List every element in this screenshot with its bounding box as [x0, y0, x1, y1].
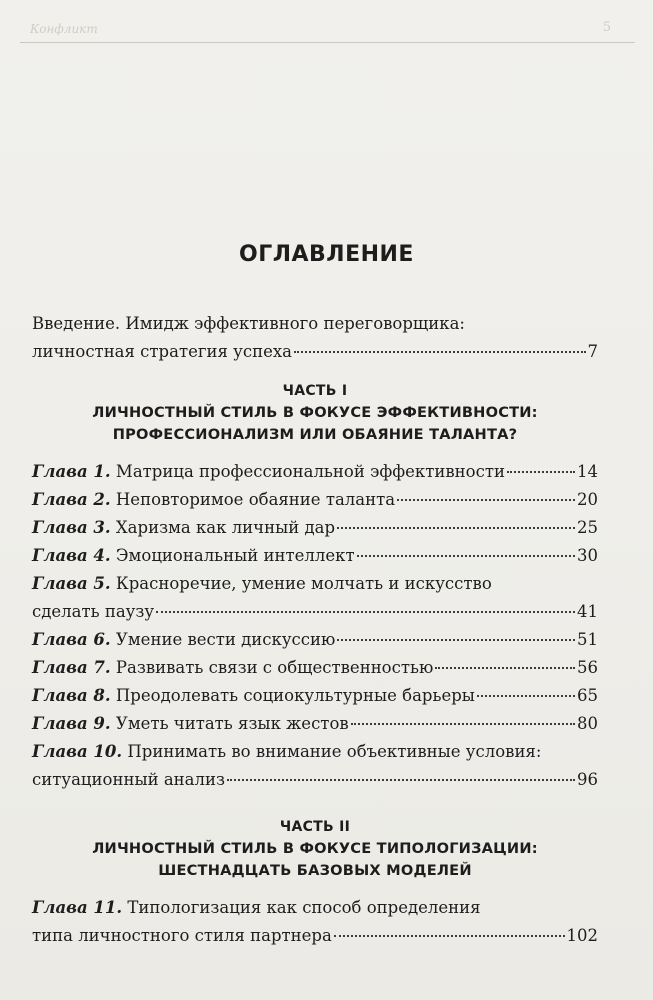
leader-dots — [334, 934, 565, 937]
chapter-label: Глава 9. — [32, 714, 111, 733]
toc-page-number: 80 — [577, 714, 598, 733]
chapter-label: Глава 5. — [32, 574, 111, 593]
chapter-title-continued: сделать паузу — [32, 602, 155, 621]
part-heading-1 — [32, 380, 598, 446]
toc-entry-chapter[interactable] — [32, 542, 598, 570]
toc-entry-chapter[interactable] — [32, 738, 598, 794]
toc-entry-text: Введение. Имидж эффективного переговорщика: — [32, 314, 465, 333]
part-title-line: ЛИЧНОСТНЫЙ СТИЛЬ В ФОКУСЕ ЭФФЕКТИВНОСТИ: — [92, 404, 538, 421]
page-title: ОГЛАВЛЕНИЕ — [239, 242, 414, 267]
leader-dots — [435, 666, 575, 669]
toc-page-number: 51 — [577, 630, 598, 649]
toc-page-number: 96 — [577, 770, 598, 789]
leader-dots — [477, 694, 575, 697]
toc-entry-chapter[interactable] — [32, 710, 598, 738]
leader-dots — [294, 350, 586, 353]
chapter-label: Глава 11. — [32, 898, 123, 917]
chapter-title: Типологизация как способ определения — [127, 898, 481, 917]
toc-page-number: 7 — [587, 342, 598, 361]
toc-page-number: 56 — [577, 658, 598, 677]
leader-dots — [507, 470, 575, 473]
chapter-title: Красноречие, умение молчать и искусство — [115, 574, 492, 593]
table-of-contents — [32, 310, 598, 950]
leader-dots — [351, 722, 575, 725]
chapter-title: Матрица профессиональной эффективности — [115, 462, 505, 481]
leader-dots — [337, 526, 575, 529]
toc-entry-chapter[interactable] — [32, 682, 598, 710]
toc-page-number: 14 — [577, 462, 598, 481]
toc-entry-chapter[interactable] — [32, 570, 598, 626]
leader-dots — [397, 498, 575, 501]
toc-entry-chapter[interactable] — [32, 486, 598, 514]
part-title-line: ЛИЧНОСТНЫЙ СТИЛЬ В ФОКУСЕ ТИПОЛОГИЗАЦИИ: — [92, 840, 538, 857]
toc-page-number: 20 — [577, 490, 598, 509]
toc-entry-chapter[interactable] — [32, 894, 598, 950]
chapter-title: Харизма как личный дар — [115, 518, 336, 537]
chapter-title: Умение вести дискуссию — [115, 630, 336, 649]
part-heading-2 — [32, 816, 598, 882]
header-divider — [20, 42, 635, 43]
part-label: ЧАСТЬ I — [282, 383, 348, 399]
chapter-title-continued: типа личностного стиля партнера — [32, 926, 332, 945]
chapter-list-part-2 — [32, 894, 598, 950]
chapter-title: Принимать во внимание объективные условия: — [127, 742, 542, 761]
toc-entry-text-continued: личностная стратегия успеха — [32, 342, 292, 361]
toc-page-number: 25 — [577, 518, 598, 537]
chapter-label: Глава 2. — [32, 490, 111, 509]
chapter-label: Глава 4. — [32, 546, 111, 565]
chapter-title-continued: ситуационный анализ — [32, 770, 225, 789]
chapter-title: Неповторимое обаяние таланта — [115, 490, 396, 509]
toc-page-number: 102 — [566, 926, 598, 945]
part-title-line: ПРОФЕССИОНАЛИЗМ ИЛИ ОБАЯНИЕ ТАЛАНТА? — [112, 426, 518, 443]
chapter-label: Глава 7. — [32, 658, 111, 677]
chapter-list-part-1 — [32, 458, 598, 794]
toc-page-number: 65 — [577, 686, 598, 705]
toc-page-number: 41 — [577, 602, 598, 621]
chapter-label: Глава 10. — [32, 742, 123, 761]
toc-entry-chapter[interactable] — [32, 626, 598, 654]
chapter-title: Уметь читать язык жестов — [115, 714, 349, 733]
toc-page-number: 30 — [577, 546, 598, 565]
chapter-label: Глава 3. — [32, 518, 111, 537]
chapter-label: Глава 8. — [32, 686, 111, 705]
leader-dots — [337, 638, 575, 641]
leader-dots — [227, 778, 575, 781]
chapter-title: Развивать связи с общественностью — [115, 658, 434, 677]
chapter-title: Эмоциональный интеллект — [115, 546, 355, 565]
toc-entry-chapter[interactable] — [32, 458, 598, 486]
chapter-label: Глава 1. — [32, 462, 111, 481]
part-title-line: ШЕСТНАДЦАТЬ БАЗОВЫХ МОДЕЛЕЙ — [158, 862, 472, 879]
toc-entry-chapter[interactable] — [32, 514, 598, 542]
page-number: 5 — [602, 20, 611, 35]
running-header: Конфликт — [30, 22, 98, 36]
toc-entry-intro[interactable] — [32, 310, 598, 366]
toc-entry-chapter[interactable] — [32, 654, 598, 682]
chapter-label: Глава 6. — [32, 630, 111, 649]
part-label: ЧАСТЬ II — [279, 819, 351, 835]
leader-dots — [357, 554, 575, 557]
leader-dots — [156, 610, 575, 613]
chapter-title: Преодолевать социокультурные барьеры — [115, 686, 475, 705]
